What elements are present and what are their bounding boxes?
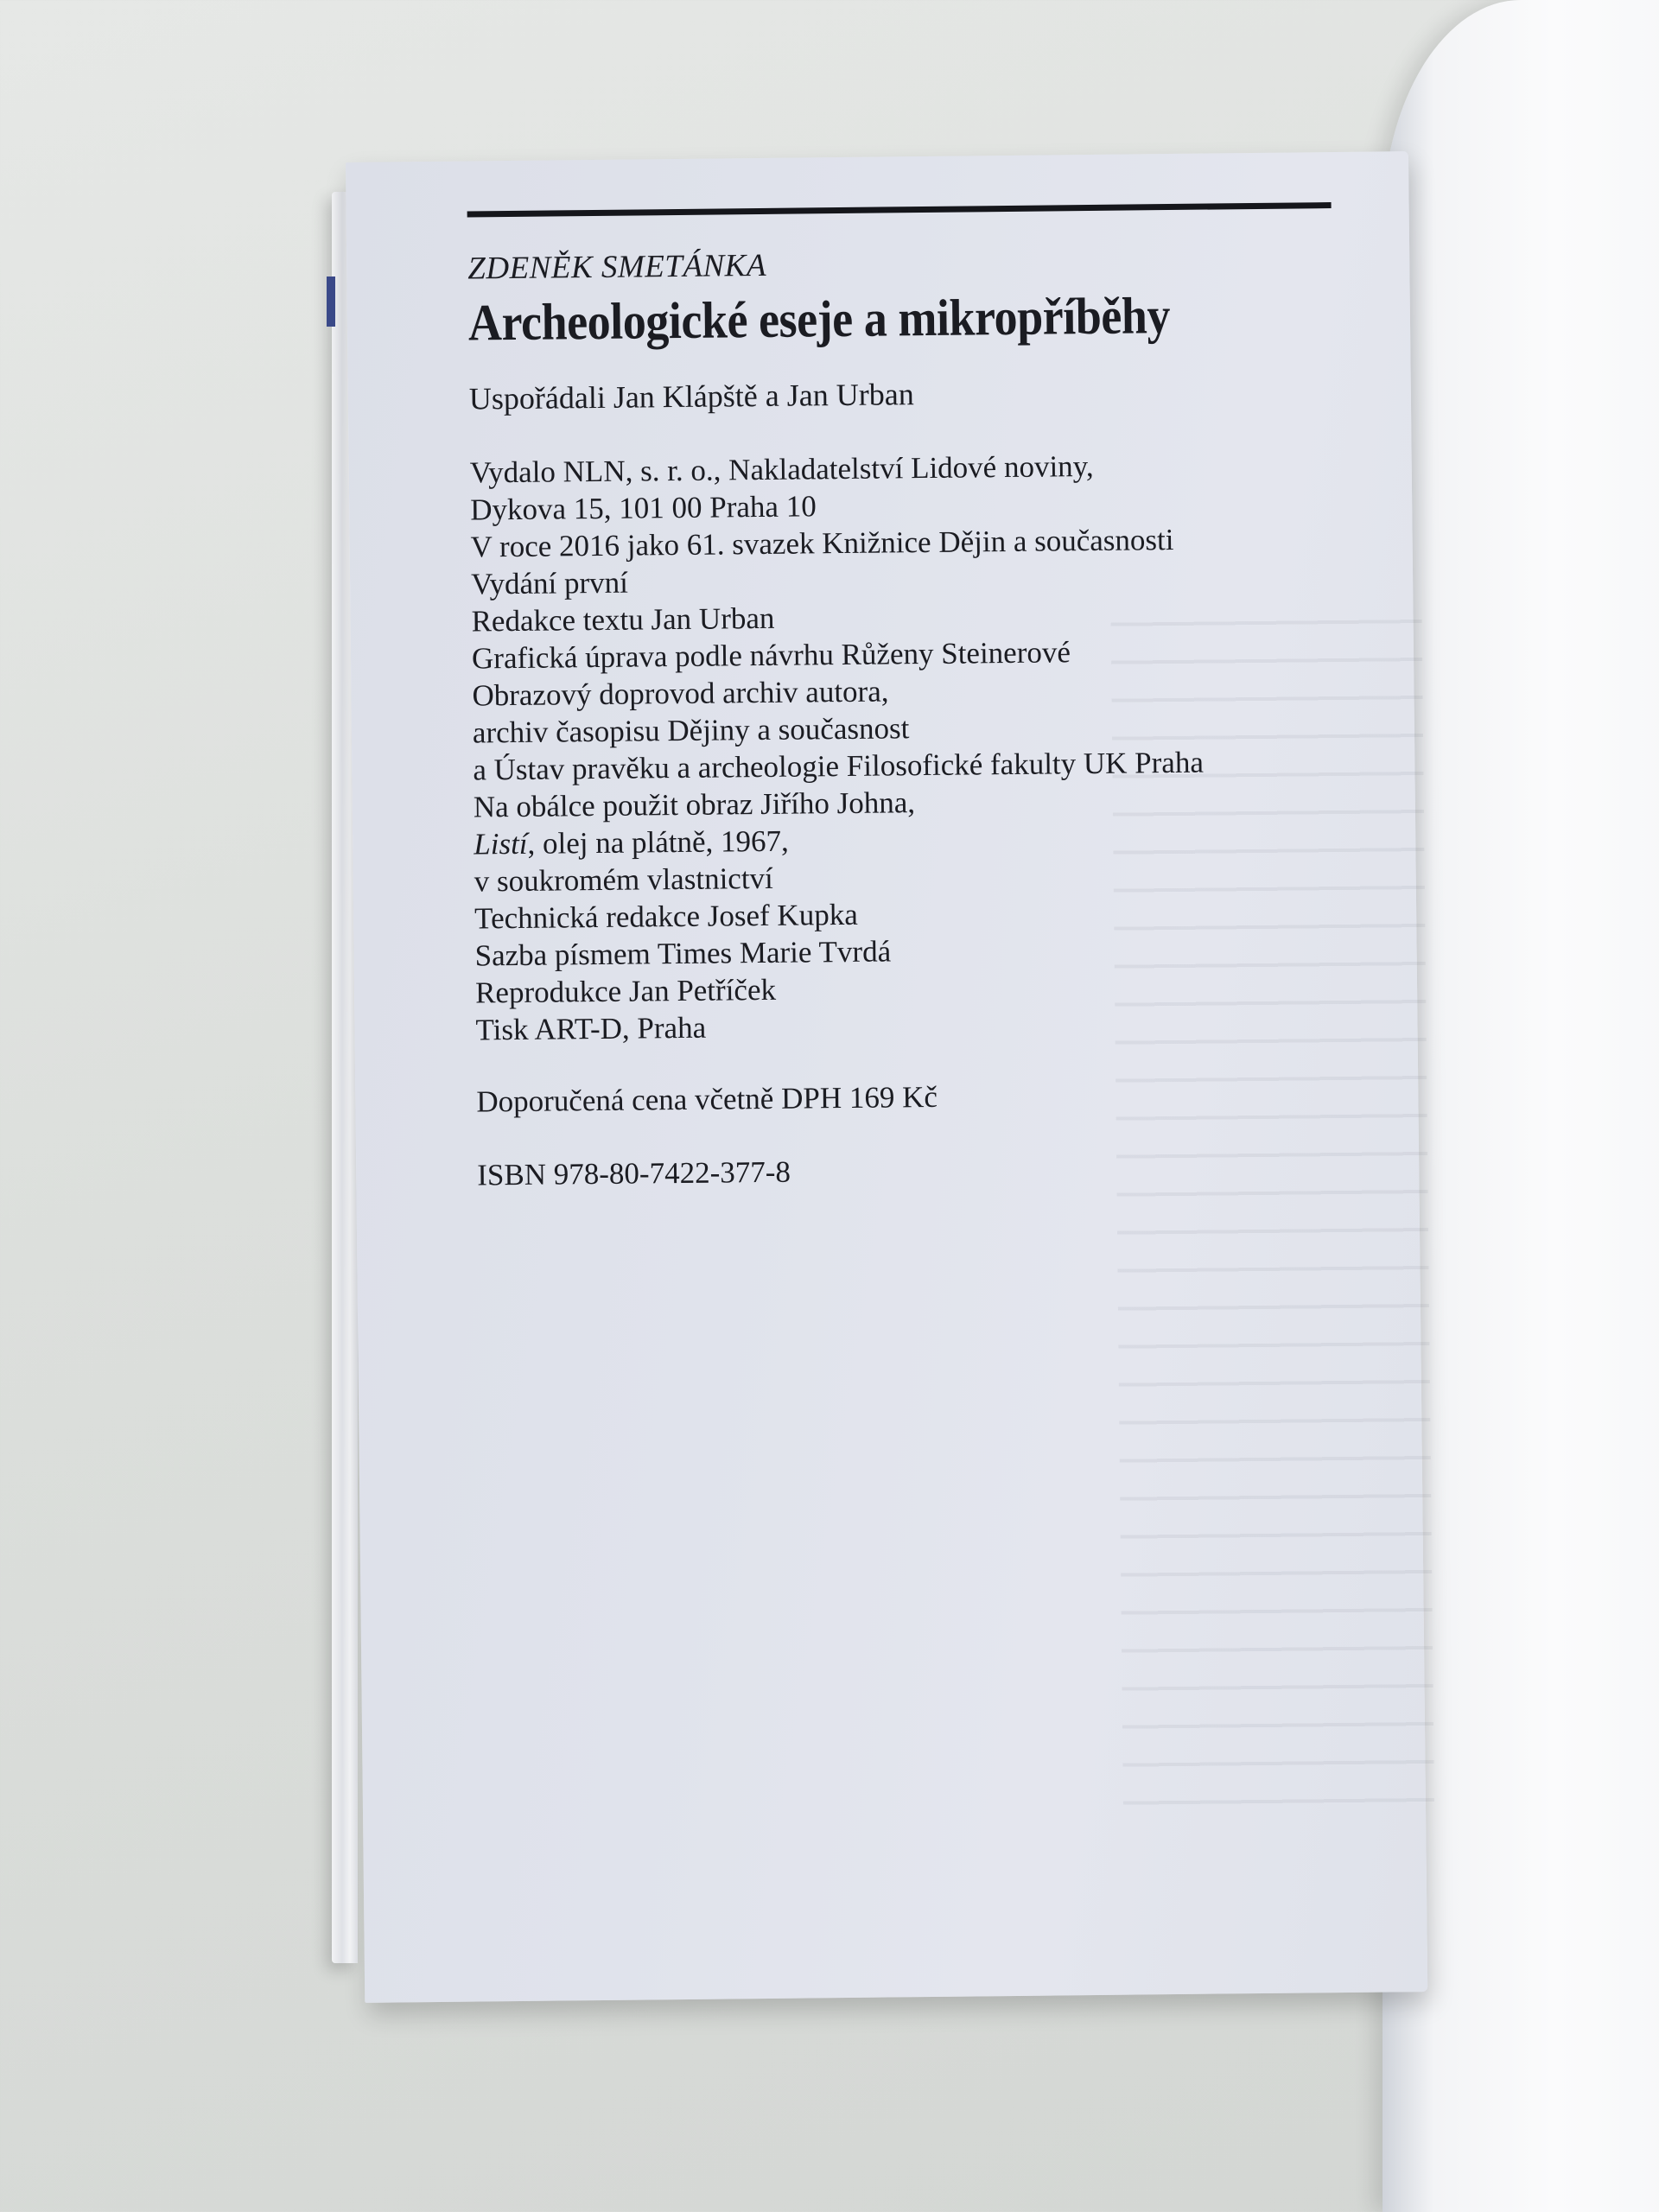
imprint-page — [346, 151, 1427, 2003]
imprint-line: Vydání první — [470, 565, 629, 601]
imprint-content — [467, 202, 1342, 1193]
imprint-line: Redakce textu Jan Urban — [471, 601, 775, 639]
imprint-line: v soukromém vlastnictví — [474, 861, 773, 899]
bookmark-ribbon — [327, 276, 335, 327]
top-rule — [467, 202, 1332, 217]
imprint-line: Grafická úprava podle návrhu Růženy Steinerové — [471, 635, 1071, 676]
imprint-line: a Ústav pravěku a archeologie Filosofické fakulty UK Praha — [473, 745, 1205, 787]
imprint-line: V roce 2016 jako 61. svazek Knižnice Dějin a současnosti — [470, 522, 1174, 564]
editors-line: Uspořádali Jan Klápště a Jan Urban — [468, 377, 914, 416]
painting-title: Listí — [474, 826, 528, 861]
imprint-line: Vydalo NLN, s. r. o., Nakladatelství Lidové noviny, — [469, 448, 1094, 490]
imprint-line: Technická redakce Josef Kupka — [474, 897, 858, 936]
author-name: ZDENĚK SMETÁNKA — [467, 247, 767, 287]
price-line: Doporučená cena včetně DPH 169 Kč — [476, 1079, 938, 1119]
imprint-line: Na obálce použit obraz Jiřího Johna, — [473, 785, 916, 824]
imprint-line: Sazba písmem Times Marie Tvrdá — [474, 934, 892, 973]
imprint-line: Obrazový doprovod archiv autora, — [472, 674, 889, 713]
imprint-line: archiv časopisu Dějiny a současnost — [472, 711, 910, 750]
imprint-line: Tisk ART-D, Praha — [475, 1010, 707, 1047]
book-title: Archeologické eseje a mikropříběhy — [467, 287, 1171, 352]
imprint-list — [470, 445, 1340, 1048]
isbn-line: ISBN 978-80-7422-377-8 — [477, 1154, 791, 1192]
imprint-line: Reprodukce Jan Petříček — [474, 972, 777, 1010]
painting-details: , olej na plátně, 1967, — [527, 823, 790, 861]
imprint-line: Dykova 15, 101 00 Praha 10 — [470, 489, 817, 527]
